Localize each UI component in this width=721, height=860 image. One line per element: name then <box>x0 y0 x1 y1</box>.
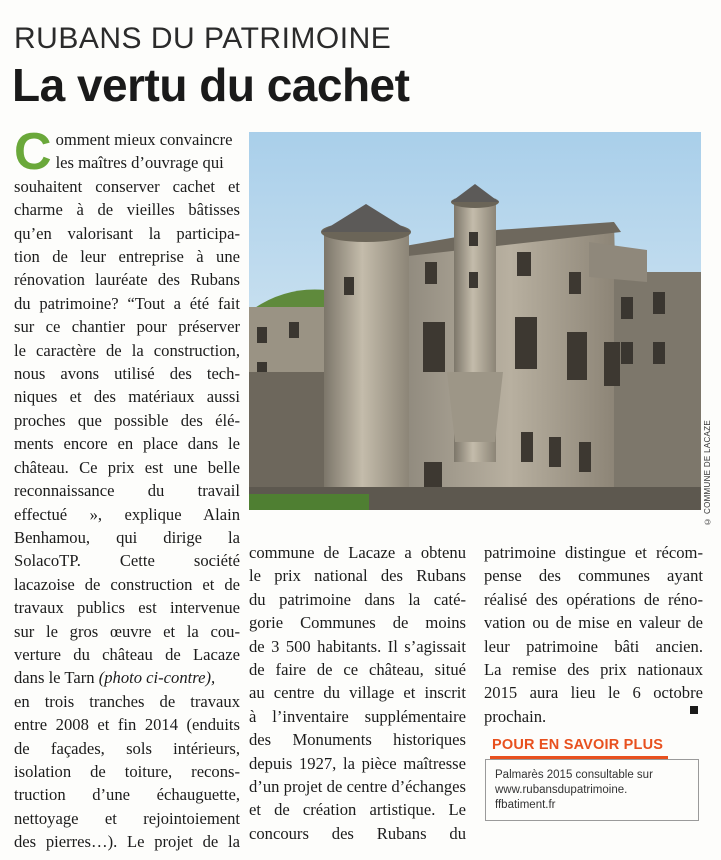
text-line: travaux publics est intervenue <box>14 598 240 618</box>
text-line: effectué », explique Alain <box>14 504 240 524</box>
text-line: les maîtres d’ouvrage qui <box>55 153 224 173</box>
sidebar-link[interactable]: ffbatiment.fr <box>495 799 556 811</box>
text-line: isolation de toiture, recons- <box>14 761 240 781</box>
text-line: des Monuments historiques <box>249 730 466 750</box>
text-line: le caractère de la construction, <box>14 340 240 360</box>
text-line: tion de leur entreprise à une <box>14 247 240 267</box>
text-line: vation ou de mise en valeur de <box>484 613 703 633</box>
photo-credit: © COMMUNE DE LACAZE <box>703 420 712 526</box>
text-line: de façades, sols intérieurs, <box>14 738 240 758</box>
text-line: du patrimoine dans la caté- <box>249 589 466 609</box>
text-line <box>14 666 240 689</box>
text-line: entre 2008 et fin 2014 (enduits <box>14 715 240 735</box>
text-line: reconnaissance du travail <box>14 481 240 501</box>
drop-cap: C <box>14 123 52 181</box>
article-column-3 <box>484 541 703 728</box>
text-line: le prix national des Rubans <box>249 566 466 586</box>
text-line: ments encore en place dans le <box>14 434 240 454</box>
text-line: château. Ce prix est une belle <box>14 457 240 477</box>
text-line: La remise des prix nationaux <box>484 660 703 680</box>
sidebar-box <box>485 759 699 821</box>
text-line: SolacoTP. Cette société <box>14 551 240 571</box>
text-line: concours des Rubans du <box>249 823 466 843</box>
text-line: pense des communes ayant <box>484 566 703 586</box>
text-line: gorie Communes de moins <box>249 613 466 633</box>
text-line: réalisé des opérations de réno- <box>484 589 703 609</box>
text-line: des pierres…). Le projet de la <box>14 832 240 852</box>
text-line: sur le gros œuvre et la cou- <box>14 621 240 641</box>
text-line: 2015 aura lieu le 6 octobre <box>484 683 703 703</box>
text-line: Benhamou, qui dirige la <box>14 527 240 547</box>
text-line: depuis 1927, la pièce maîtresse <box>249 753 466 773</box>
text-line: commune de Lacaze a obtenu <box>249 543 466 562</box>
text-line: verture du château de Lacaze <box>14 644 240 664</box>
text-line: à l’inventaire supplémentaire <box>249 706 466 726</box>
chateau-photo <box>249 132 701 510</box>
article-column-1 <box>14 123 240 854</box>
text-line: charme à de vieilles bâtisses <box>14 200 240 220</box>
chateau-illustration <box>249 132 701 510</box>
text-line: nous avons utilisé des tech- <box>14 364 240 384</box>
text-line: d’un projet de centre d’échanges <box>249 777 466 797</box>
text-line: omment mieux convaincre <box>55 130 233 149</box>
text-line: de 3 500 habitants. Il s’agissait <box>249 636 466 656</box>
sidebar-line: Palmarès 2015 consultable sur <box>495 769 653 781</box>
text-line: qu’en valorisant la participa- <box>14 223 240 243</box>
text-line: patrimoine distingue et récom- <box>484 543 703 562</box>
sidebar-heading: POUR EN SAVOIR PLUS <box>492 737 664 753</box>
text-line: sur ce chantier pour préserver <box>14 317 240 337</box>
article-column-2 <box>249 541 466 845</box>
headline: La vertu du cachet <box>12 59 410 111</box>
text-line: truction d’une échauguette, <box>14 785 240 805</box>
text-line: lacazoise de construction et de <box>14 574 240 594</box>
text-line: leur patrimoine bâti ancien. <box>484 636 703 656</box>
text-line: nettoyage et rejointoiement <box>14 808 240 828</box>
text-line: proches que possible des élé- <box>14 410 240 430</box>
end-mark-icon <box>690 706 698 714</box>
text-line: et de création artistique. Le <box>249 800 466 820</box>
text-line: du patrimoine? “Tout a été fait <box>14 293 240 313</box>
text-line: en trois tranches de travaux <box>14 691 240 711</box>
text-line: au centre du village et inscrit <box>249 683 466 703</box>
text-fragment: dans le Tarn <box>14 668 99 688</box>
text-line: souhaitent conserver cachet et <box>14 176 240 196</box>
photo-reference: (photo ci-contre), <box>98 668 216 688</box>
text-line: niques et des matériaux aussi <box>14 387 240 407</box>
kicker-title: RUBANS DU PATRIMOINE <box>14 22 392 55</box>
text-line: de faire de ce château, situé <box>249 660 466 680</box>
sidebar-link[interactable]: www.rubansdupatrimoine. <box>495 784 628 796</box>
text-line: prochain. <box>484 706 547 726</box>
text-line: rénovation lauréate des Rubans <box>14 270 240 290</box>
